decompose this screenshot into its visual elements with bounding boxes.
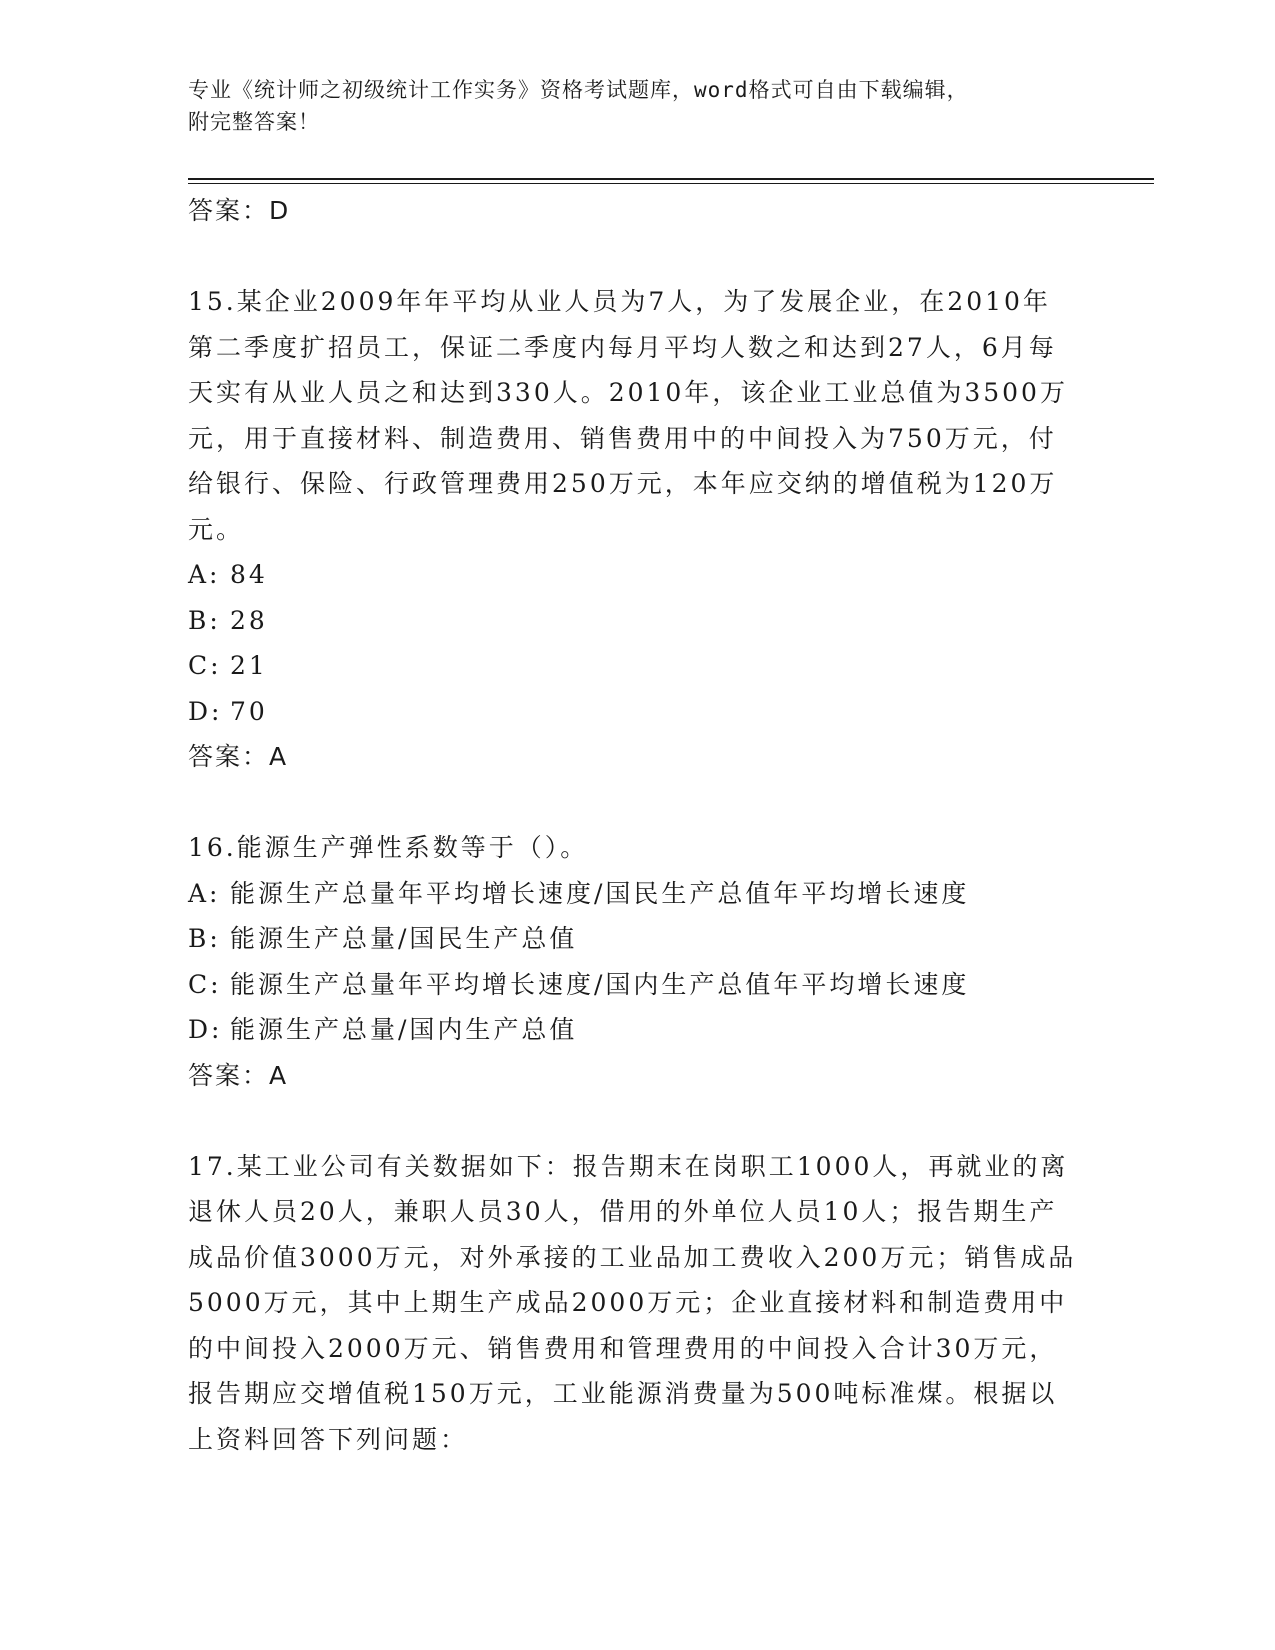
option-letter: A: xyxy=(188,560,221,589)
option-text: 84 xyxy=(230,560,268,589)
question-stem: 16.能源生产弹性系数等于（）。 xyxy=(188,833,589,862)
option-text: 21 xyxy=(230,651,268,680)
option-letter: B: xyxy=(188,605,221,635)
option-b xyxy=(188,598,1078,644)
option-letter: B: xyxy=(188,924,221,953)
option-text: 能源生产总量年平均增长速度/国内生产总值年平均增长速度 xyxy=(230,969,970,999)
document-header xyxy=(188,74,1088,138)
question-stem: 15.某企业2009年年平均从业人员为7人，为了发展企业，在2010年第二季度扩招员工，保证二季度内每月平均人数之和达到27人，6月每天实有从业人员之和达到330人。2010年，该企业工业总值为3500万元，用于直接材料、制造费用、销售费用中的中间投入为750万元，付给银行、保险、行政管理费用250万元，本年应交纳的增值税为120万元。 xyxy=(188,287,1068,544)
option-letter: D: xyxy=(188,696,223,726)
option-d xyxy=(188,1007,1078,1053)
option-a xyxy=(188,552,1078,598)
previous-answer: 答案：D xyxy=(188,196,291,225)
question-stem: 17.某工业公司有关数据如下：报告期末在岗职工1000人，再就业的离退休人员20人，兼职人员30人，借用的外单位人员10人；报告期生产成品价值3000万元，对外承接的工业品加工费收入200万元；销售成品5000万元，其中上期生产成品2000万元；企业直接材料和制造费用中的中间投入2000万元、销售费用和管理费用的中间投入合计30万元，报告期应交增值税150万元，工业能源消费量为500吨标准煤。根据以上资料回答下列问题： xyxy=(188,1151,1077,1454)
option-letter: C: xyxy=(188,651,222,680)
option-letter: D: xyxy=(188,1015,223,1044)
option-text: 能源生产总量/国民生产总值 xyxy=(230,924,578,953)
header-line-2: 附完整答案！ xyxy=(188,110,320,134)
option-letter: A: xyxy=(188,878,221,908)
header-line-1: 专业《统计师之初级统计工作实务》资格考试题库，word格式可自由下载编辑， xyxy=(188,78,969,102)
option-text: 70 xyxy=(230,696,268,726)
question-answer: 答案：A xyxy=(188,742,289,771)
question-15 xyxy=(188,279,1078,780)
header-rule-thick xyxy=(188,178,1154,180)
header-rule-thin xyxy=(188,183,1154,184)
option-text: 28 xyxy=(230,605,268,635)
option-b xyxy=(188,916,1078,962)
option-c xyxy=(188,962,1078,1008)
option-c xyxy=(188,643,1078,689)
option-d xyxy=(188,689,1078,735)
spacer xyxy=(188,1098,1078,1144)
option-letter: C: xyxy=(188,969,222,999)
question-content xyxy=(188,188,1078,1462)
question-16 xyxy=(188,825,1078,1098)
option-text: 能源生产总量/国内生产总值 xyxy=(230,1015,578,1044)
question-17 xyxy=(188,1144,1078,1463)
spacer xyxy=(188,234,1078,280)
question-answer: 答案：A xyxy=(188,1060,289,1090)
option-text: 能源生产总量年平均增长速度/国民生产总值年平均增长速度 xyxy=(230,878,970,908)
spacer xyxy=(188,780,1078,826)
option-a xyxy=(188,871,1078,917)
